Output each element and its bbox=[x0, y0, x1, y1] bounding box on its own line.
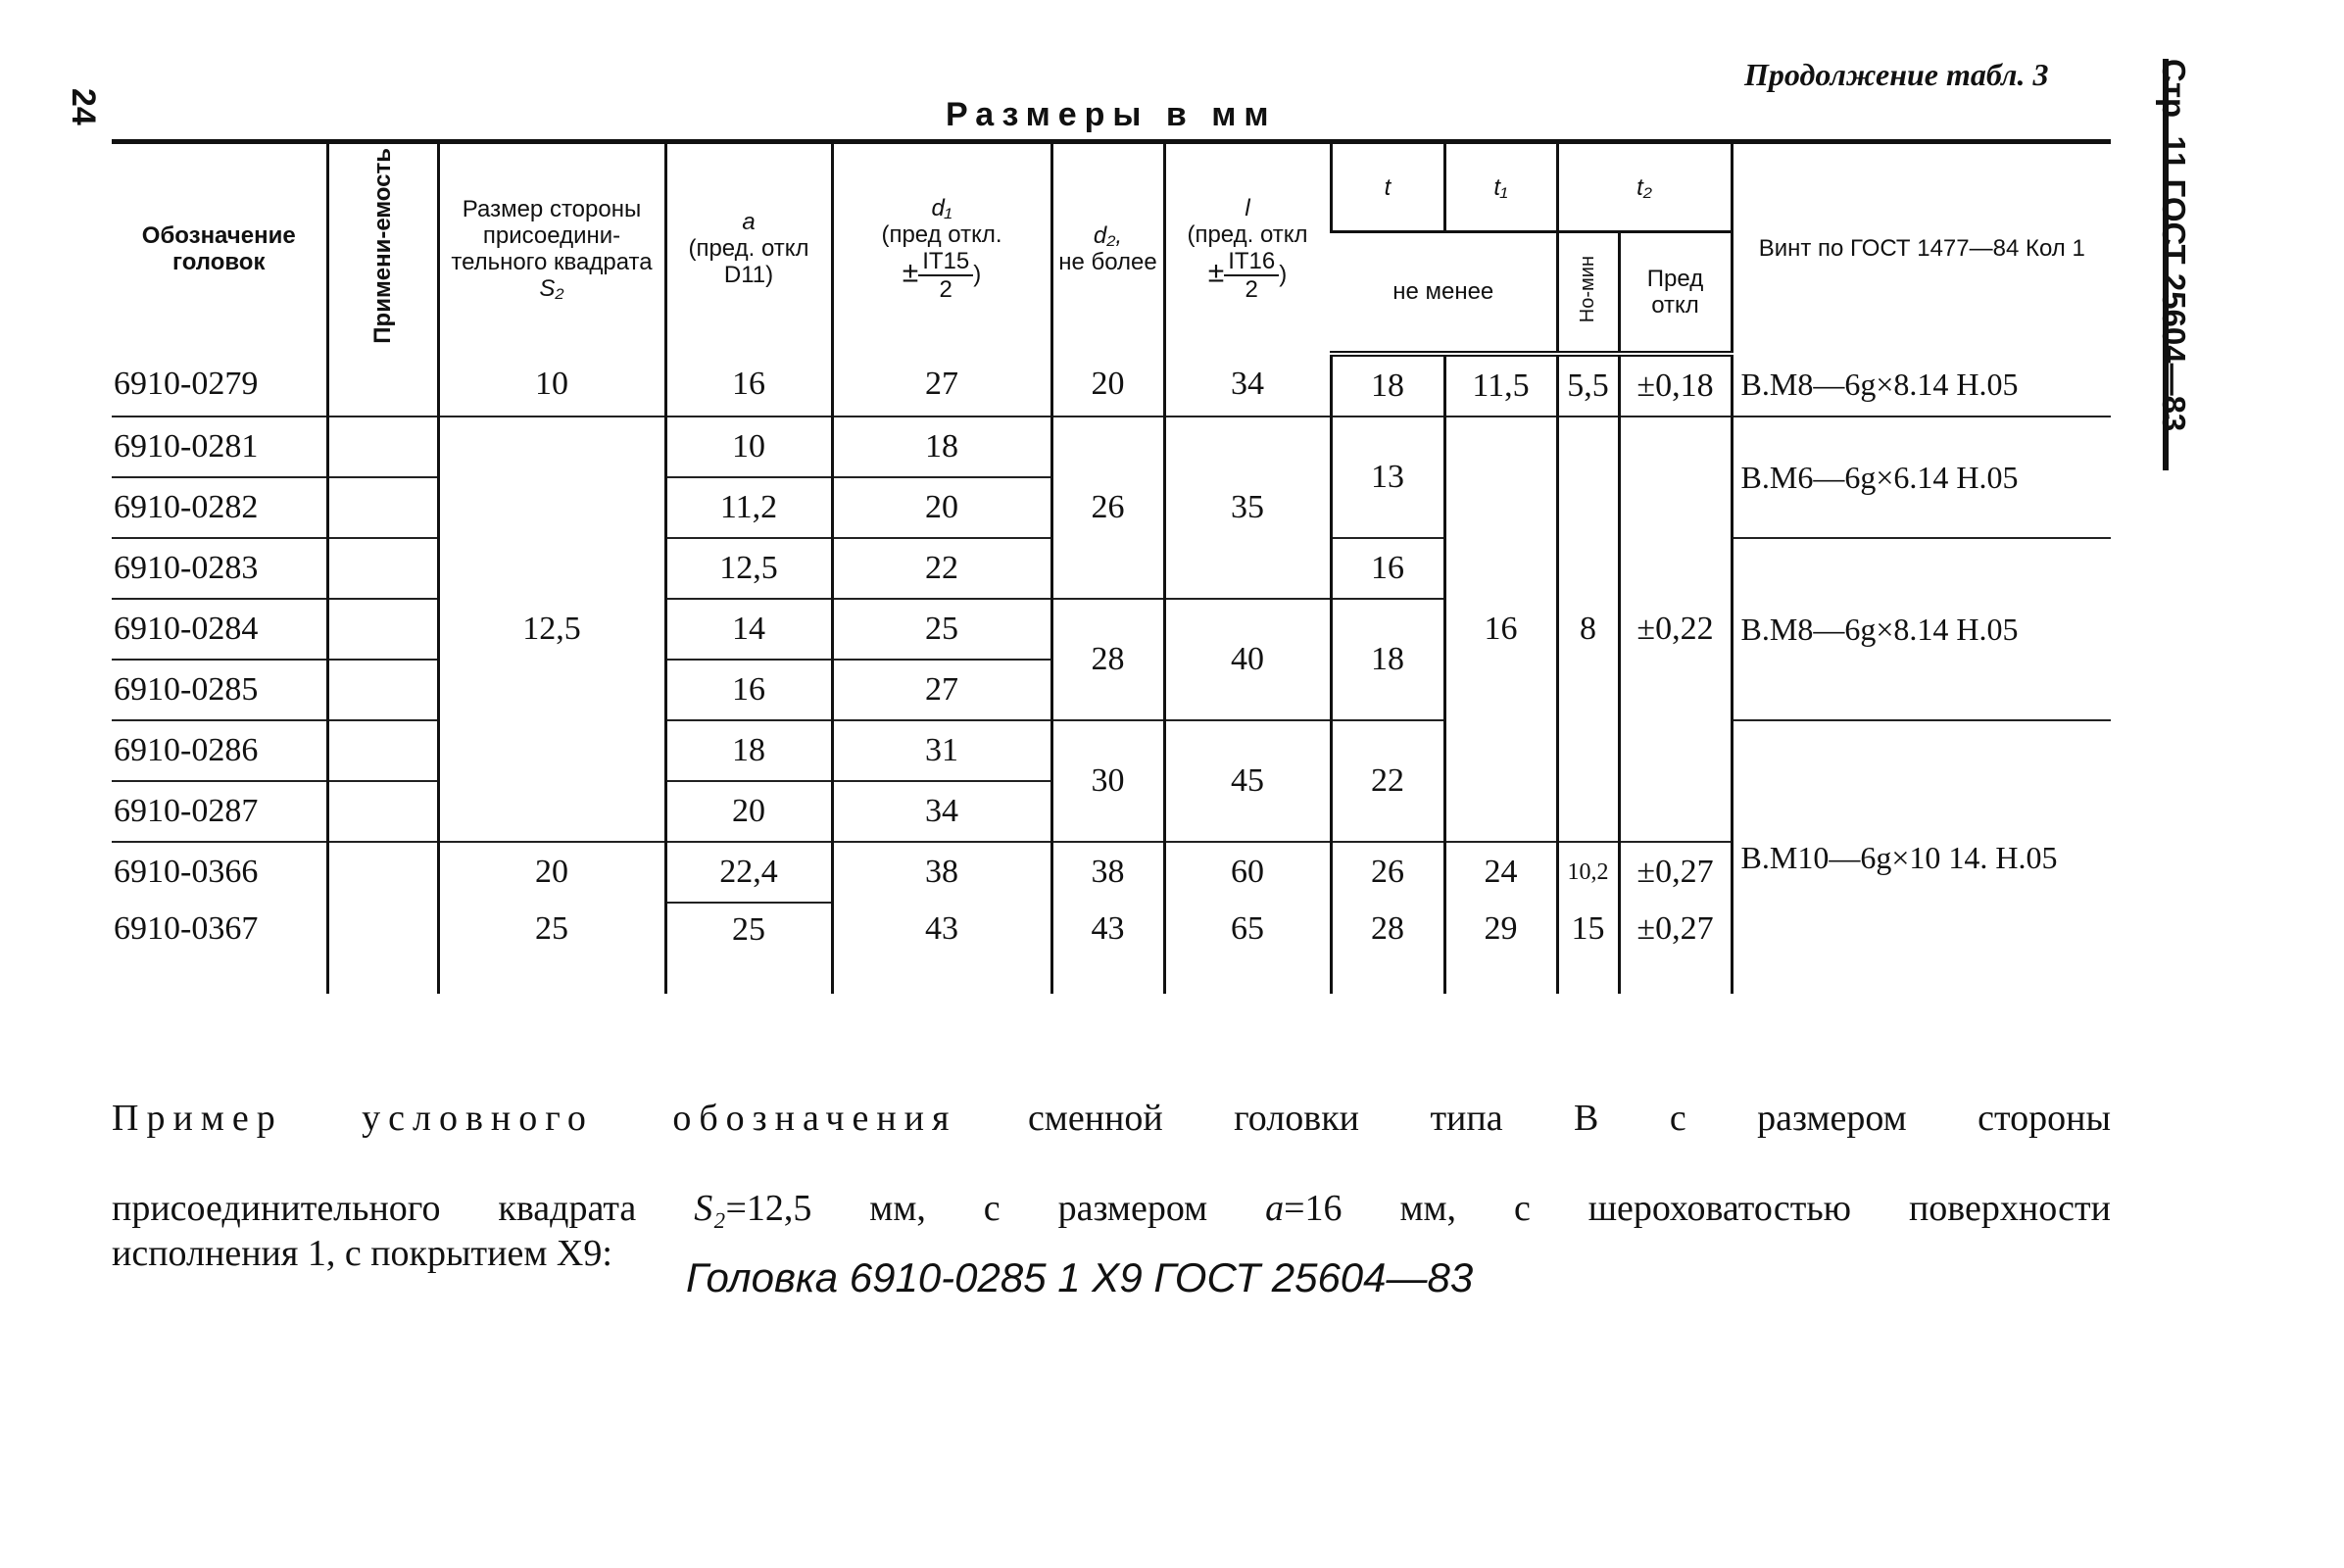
cell-t2-nominal: 10,2 bbox=[1557, 842, 1619, 903]
cell-designation: 6910-0287 bbox=[112, 781, 327, 842]
cell-designation: 6910-0281 bbox=[112, 416, 327, 477]
cell-d1: 31 bbox=[832, 720, 1051, 781]
cell-t2-deviation: ±0,27 bbox=[1619, 842, 1732, 903]
cell-t-merged: 13 bbox=[1331, 416, 1444, 538]
header-t2-nominal: Но-мин bbox=[1557, 232, 1619, 354]
cell-a: 12,5 bbox=[665, 538, 832, 599]
header-a: a (пред. откл D11) bbox=[665, 142, 832, 354]
header-application: Примени-емость bbox=[327, 142, 438, 354]
cell-t: 16 bbox=[1331, 538, 1444, 599]
cell-square-merged: 12,5 bbox=[438, 416, 665, 842]
table-continuation-label: Продолжение табл. 3 bbox=[1744, 57, 2049, 92]
header-l: l (пред. откл ± $\frac{IT16}{2}$ ) bbox=[1164, 142, 1331, 354]
cell-l: 65 bbox=[1164, 903, 1331, 994]
cell-application bbox=[327, 538, 438, 599]
cell-d2-merged: 26 bbox=[1051, 416, 1164, 599]
cell-a: 20 bbox=[665, 781, 832, 842]
cell-l-merged: 35 bbox=[1164, 416, 1331, 599]
cell-t2-nominal-merged: 8 bbox=[1557, 416, 1619, 842]
cell-application bbox=[327, 903, 438, 994]
cell-square: 20 bbox=[438, 842, 665, 903]
cell-d2: 20 bbox=[1051, 354, 1164, 416]
table-row bbox=[112, 720, 2111, 781]
cell-screw: В.М6—6g×6.14 Н.05 bbox=[1732, 416, 2111, 538]
cell-d2-merged: 30 bbox=[1051, 720, 1164, 842]
example-paragraph-line2: присоединительного квадрата S₂=12,5 мм, с размером a=16 мм, с шероховатостью поверхности bbox=[112, 1188, 2111, 1229]
header-designation: Обозначение головок bbox=[141, 221, 296, 275]
cell-t: 26 bbox=[1331, 842, 1444, 903]
header-t2-deviation: Пред откл bbox=[1619, 232, 1732, 354]
cell-d1: 22 bbox=[832, 538, 1051, 599]
cell-d2: 38 bbox=[1051, 842, 1164, 903]
cell-d2-merged: 28 bbox=[1051, 599, 1164, 720]
cell-application bbox=[327, 354, 438, 416]
header-t: t bbox=[1331, 142, 1444, 232]
cell-d1: 20 bbox=[832, 477, 1051, 538]
cell-a: 25 bbox=[665, 903, 832, 994]
cell-t2-deviation: ±0,27 bbox=[1619, 903, 1732, 994]
cell-t1: 29 bbox=[1444, 903, 1557, 994]
cell-d1: 27 bbox=[832, 660, 1051, 720]
cell-application bbox=[327, 599, 438, 660]
header-screw: Винт по ГОСТ 1477—84 Кол 1 bbox=[1732, 142, 2111, 354]
cell-a: 14 bbox=[665, 599, 832, 660]
header-d1: d₁ (пред откл. ± $\frac{IT15}{2}$ ) bbox=[832, 142, 1051, 354]
cell-t1: 24 bbox=[1444, 842, 1557, 903]
side-header-text: Стр. 11 ГОСТ 25604—83 bbox=[2156, 59, 2192, 432]
example-paragraph-line3: исполнения 1, с покрытием Х9: bbox=[112, 1233, 612, 1274]
cell-a: 10 bbox=[665, 416, 832, 477]
cell-application bbox=[327, 781, 438, 842]
cell-d2: 43 bbox=[1051, 903, 1164, 994]
cell-t2-deviation: ±0,18 bbox=[1619, 354, 1732, 416]
page-number: 24 bbox=[65, 88, 102, 125]
cell-screw-merged: В.М10—6g×10 14. Н.05 bbox=[1732, 720, 2111, 994]
cell-d1: 27 bbox=[832, 354, 1051, 416]
cell-application bbox=[327, 660, 438, 720]
table-row bbox=[112, 416, 2111, 477]
header-t2: t₂ bbox=[1557, 142, 1732, 232]
cell-designation: 6910-0286 bbox=[112, 720, 327, 781]
cell-l: 60 bbox=[1164, 842, 1331, 903]
units-caption: Размеры в мм bbox=[946, 96, 1277, 133]
side-header bbox=[2141, 59, 2200, 470]
cell-square: 25 bbox=[438, 903, 665, 994]
cell-application bbox=[327, 416, 438, 477]
cell-designation: 6910-0283 bbox=[112, 538, 327, 599]
cell-square: 10 bbox=[438, 354, 665, 416]
cell-t1-merged: 16 bbox=[1444, 416, 1557, 842]
cell-designation: 6910-0366 bbox=[114, 854, 259, 891]
header-d2: d₂, не более bbox=[1051, 142, 1164, 354]
cell-a: 16 bbox=[665, 660, 832, 720]
header-not-less: не менее bbox=[1331, 232, 1557, 354]
cell-l-merged: 40 bbox=[1164, 599, 1331, 720]
cell-t1: 11,5 bbox=[1444, 354, 1557, 416]
cell-screw: В.М8—6g×8.14 Н.05 bbox=[1732, 538, 2111, 720]
cell-designation: 6910-0279 bbox=[112, 354, 327, 416]
dimensions-table bbox=[112, 139, 2111, 994]
cell-t: 18 bbox=[1331, 354, 1444, 416]
cell-screw: В.М8—6g×8.14 Н.05 bbox=[1732, 354, 2111, 416]
cell-a: 18 bbox=[665, 720, 832, 781]
cell-designation: 6910-0284 bbox=[112, 599, 327, 660]
cell-application bbox=[327, 720, 438, 781]
cell-a: 22,4 bbox=[665, 842, 832, 903]
cell-t2-deviation-merged: ±0,22 bbox=[1619, 416, 1732, 842]
cell-l: 34 bbox=[1164, 354, 1331, 416]
cell-designation: 6910-0285 bbox=[112, 660, 327, 720]
cell-t-merged: 22 bbox=[1331, 720, 1444, 842]
cell-designation: 6910-0282 bbox=[112, 477, 327, 538]
cell-d1: 38 bbox=[832, 842, 1051, 903]
cell-application bbox=[327, 842, 438, 903]
header-t1: t₁ bbox=[1444, 142, 1557, 232]
header-square-size: Размер стороны присоедини-тельного квадрата S₂ bbox=[438, 142, 665, 354]
cell-t2-nominal: 5,5 bbox=[1557, 354, 1619, 416]
cell-a: 16 bbox=[665, 354, 832, 416]
cell-a: 11,2 bbox=[665, 477, 832, 538]
example-designation: Головка 6910-0285 1 Х9 ГОСТ 25604—83 bbox=[686, 1254, 1474, 1300]
cell-d1: 34 bbox=[832, 781, 1051, 842]
cell-application bbox=[327, 477, 438, 538]
cell-t2-nominal: 15 bbox=[1557, 903, 1619, 994]
cell-t-merged: 18 bbox=[1331, 599, 1444, 720]
cell-d1: 18 bbox=[832, 416, 1051, 477]
cell-l-merged: 45 bbox=[1164, 720, 1331, 842]
cell-designation: 6910-0367 bbox=[114, 909, 259, 947]
example-paragraph-line1: Пример условного обозначения сменной головки типа В с размером стороны bbox=[112, 1098, 2112, 1139]
cell-t: 28 bbox=[1331, 903, 1444, 994]
table-row bbox=[112, 354, 2111, 416]
cell-d1: 43 bbox=[832, 903, 1051, 994]
cell-d1: 25 bbox=[832, 599, 1051, 660]
